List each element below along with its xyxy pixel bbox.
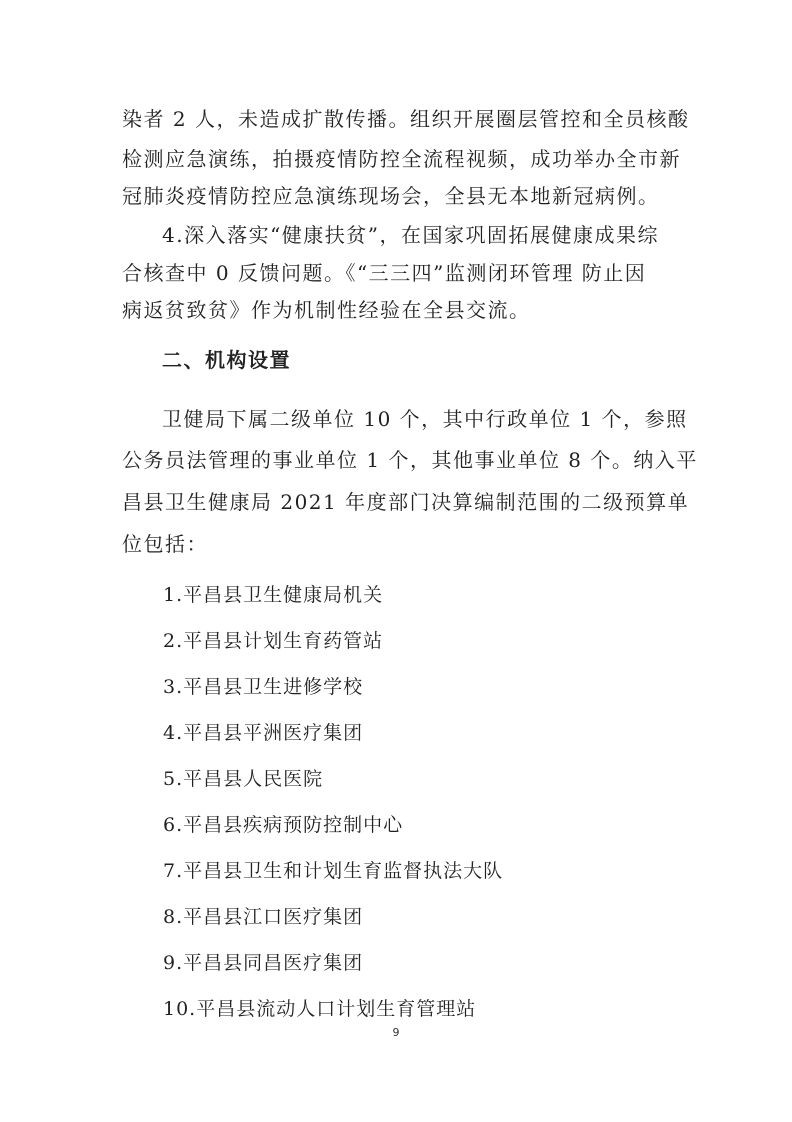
paragraph-line: 冠肺炎疫情防控应急演练现场会，全县无本地新冠病例。 [122,184,660,208]
list-item: 4.平昌县平洲医疗集团 [163,722,364,744]
page-number: 9 [392,1026,400,1039]
list-item: 3.平昌县卫生进修学校 [163,676,364,698]
paragraph-line: 合核查中 0 反馈问题。《“三三四”监测闭环管理 防止因 [122,261,647,285]
list-item: 6.平昌县疾病预防控制中心 [163,814,404,836]
paragraph-line: 检测应急演练，拍摄疫情防控全流程视频，成功举办全市新 [122,147,681,171]
list-item: 10.平昌县流动人口计划生育管理站 [163,998,477,1020]
list-item: 1.平昌县卫生健康局机关 [163,584,384,606]
paragraph-line: 昌县卫生健康局 2021 年度部门决算编制范围的二级预算单 [122,490,690,514]
paragraph-line: 染者 2 人，未造成扩散传播。组织开展圈层管控和全员核酸 [122,107,690,131]
list-item: 9.平昌县同昌医疗集团 [163,952,364,974]
paragraph-line: 卫健局下属二级单位 10 个，其中行政单位 1 个，参照 [162,407,688,431]
list-item: 2.平昌县计划生育药管站 [163,630,384,652]
paragraph-line: 4.深入落实“健康扶贫”，在国家巩固拓展健康成果综 [162,223,660,247]
list-item: 7.平昌县卫生和计划生育监督执法大队 [163,860,504,882]
paragraph-line: 病返贫致贫》作为机制性经验在全县交流。 [122,298,531,322]
list-item: 5.平昌县人民医院 [163,768,324,790]
list-item: 8.平昌县江口医疗集团 [163,906,364,928]
paragraph-line: 公务员法管理的事业单位 1 个，其他事业单位 8 个。纳入平 [122,448,698,472]
section-heading: 二、机构设置 [162,348,291,372]
paragraph-line: 位包括： [122,532,208,556]
